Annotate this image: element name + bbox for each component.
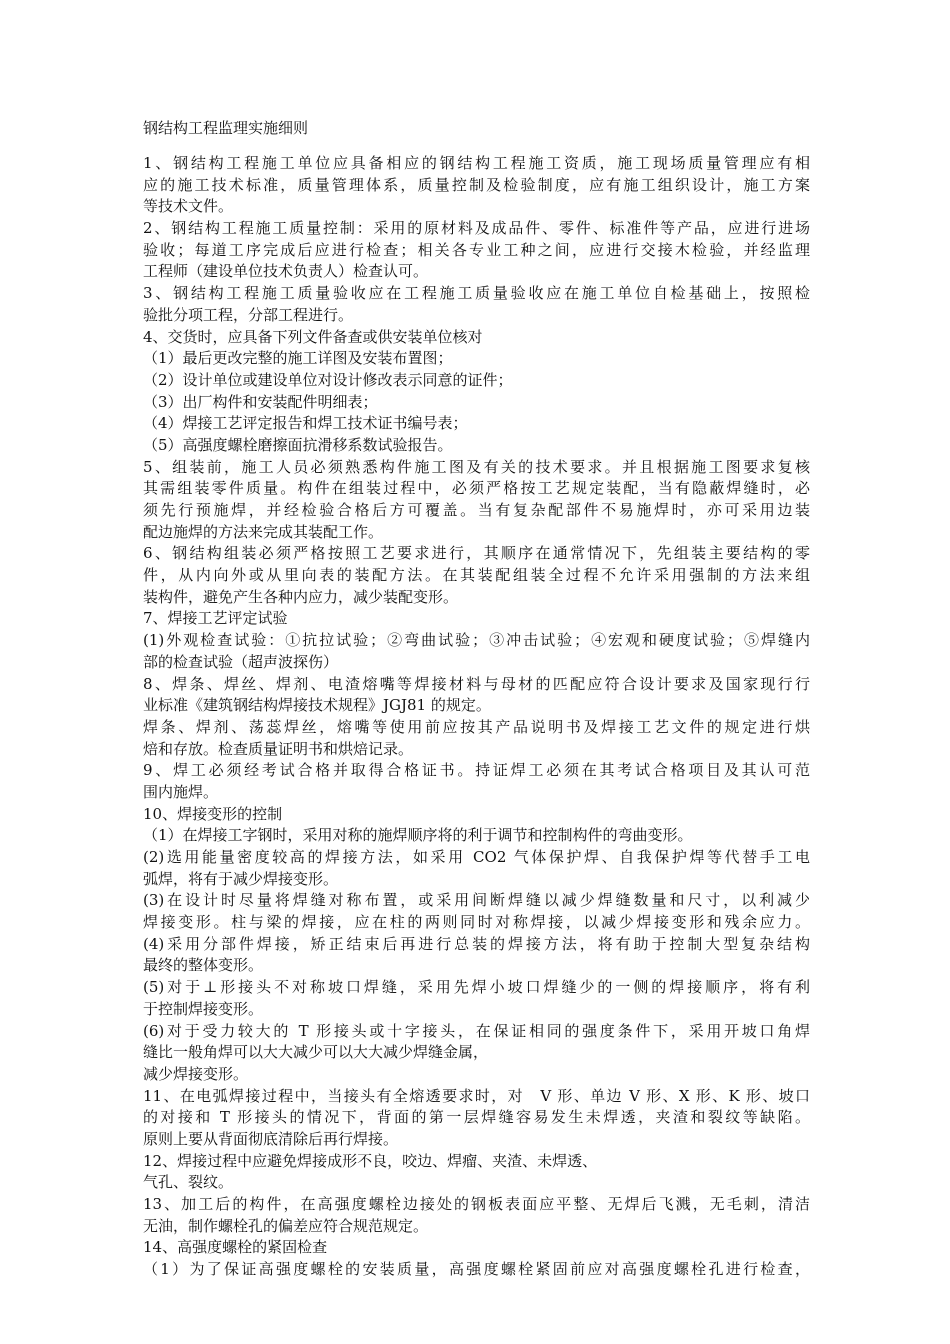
text-line: (6)对于受力较大的 T 形接头或十字接头，在保证相同的强度条件下，采用开坡口角焊: [143, 1021, 810, 1040]
text-line: 12、焊接过程中应避免焊接成形不良，咬边、焊瘤、夹渣、未焊透、: [143, 1151, 598, 1170]
text-line: 11、在电弧焊接过程中，当接头有全熔透要求时，对 V 形、单边 V 形、X 形、K 形、坡口: [143, 1086, 810, 1105]
text-line: 8、焊条、焊丝、焊剂、电渣熔嘴等焊接材料与母材的匹配应符合设计要求及国家现行行: [143, 674, 810, 693]
text-line: 原则上要从背面彻底清除后再行焊接。: [143, 1129, 399, 1148]
document-title: 钢结构工程监理实施细则: [143, 119, 309, 137]
text-line: 焙和存放。检查质量证明书和烘焙记录。: [143, 739, 414, 758]
text-line: 焊条、焊剂、荡蕊焊丝，熔嘴等使用前应按其产品说明书及焊接工艺文件的规定进行烘: [143, 717, 810, 736]
text-line: 5、组装前，施工人员必须熟悉构件施工图及有关的技术要求。并且根据施工图要求复核: [143, 457, 810, 476]
text-line: （3）出厂构件和安装配件明细表；: [143, 392, 378, 411]
text-line: 部的检查试验（超声波探伤）: [143, 652, 339, 671]
text-line: (3)在设计时尽量将焊缝对称布置，或采用间断焊缝以减少焊缝数量和尺寸，以利减少: [143, 891, 810, 910]
text-line: (2)选用能量密度较高的焊接方法，如采用 CO2 气体保护焊、自我保护焊等代替手工电: [143, 848, 810, 866]
text-line: (4)采用分部件焊接，矫正结束后再进行总装的焊接方法，将有助于控制大型复杂结构: [143, 934, 810, 953]
document-body: [143, 153, 810, 1281]
text-line: 其需组装零件质量。构件在组装过程中，必须严格按工艺规定装配，当有隐蔽焊缝时，必: [143, 479, 810, 498]
text-line: （1）最后更改完整的施工详图及安装布置图；: [143, 349, 453, 368]
text-line: 验收；每道工序完成后应进行检查；相关各专业工种之间，应进行交接木检验，并经监理: [143, 240, 810, 259]
text-line: 的对接和 T 形接头的情况下，背面的第一层焊缝容易发生未焊透，夹渣和裂纹等缺陷。: [143, 1108, 810, 1127]
text-line: （4）焊接工艺评定报告和焊工技术证书编号表；: [143, 414, 468, 433]
text-line: 装构件，避免产生各种内应力，减少装配变形。: [143, 587, 459, 606]
text-line: (1)外观检查试验：①抗拉试验；②弯曲试验；③冲击试验；④宏观和硬度试验；⑤焊缝内: [143, 631, 810, 650]
text-line: 工程师（建设单位技术负责人）检查认可。: [143, 262, 429, 281]
text-line: 减少焊接变形。: [143, 1064, 249, 1083]
text-line: 应的施工技术标准，质量管理体系，质量控制及检验制度，应有施工组织设计，施工方案: [143, 175, 810, 194]
text-line: 3、钢结构工程施工质量验收应在工程施工质量验收应在施工单位自检基础上，按照检: [143, 284, 810, 303]
text-line: 2、钢结构工程施工质量控制：采用的原材料及成品件、零件、标准件等产品，应进行进场: [143, 219, 810, 238]
text-line: （1）在焊接工字钢时，采用对称的施焊顺序将的利于调节和控制构件的弯曲变形。: [143, 826, 693, 845]
text-line: 13、加工后的构件，在高强度螺栓边接处的钢板表面应平整、无焊后飞溅，无毛刺，清洁: [143, 1195, 810, 1213]
text-line: 业标准《建筑钢结构焊接技术规程》JGJ81 的规定。: [143, 696, 491, 715]
text-line: 无油，制作螺栓孔的偏差应符合规范规定。: [143, 1216, 429, 1235]
text-line: 于控制焊接变形。: [143, 999, 264, 1018]
text-line: （2）设计单位或建设单位对设计修改表示同意的证件；: [143, 370, 513, 389]
text-line: 气孔、裂纹。: [143, 1173, 234, 1192]
text-line: （1）为了保证高强度螺栓的安装质量，高强度螺栓紧固前应对高强度螺栓孔进行检查，: [143, 1260, 810, 1279]
text-line: 配边施焊的方法来完成其装配工作。: [143, 522, 384, 541]
text-line: 弧焊，将有于减少焊接变形。: [143, 869, 339, 888]
text-line: 9、焊工必须经考试合格并取得合格证书。持证焊工必须在其考试合格项目及其认可范: [143, 761, 810, 780]
text-line: 7、焊接工艺评定试验: [143, 609, 288, 628]
text-line: 围内施焊。: [143, 782, 219, 801]
text-line: 须先行预施焊，并经检验合格后方可覆盖。当有复杂配部件不易施焊时，亦可采用边装: [143, 501, 810, 519]
text-line: 等技术文件。: [143, 197, 234, 216]
text-line: 1、钢结构工程施工单位应具备相应的钢结构工程施工资质，施工现场质量管理应有相: [143, 154, 810, 172]
text-line: 最终的整体变形。: [143, 956, 264, 975]
text-line: 10、焊接变形的控制: [143, 804, 283, 823]
text-line: 14、高强度螺栓的紧固检查: [143, 1238, 328, 1257]
text-line: (5)对于⊥形接头不对称坡口焊缝，采用先焊小坡口焊缝少的一侧的焊接顺序，将有利: [143, 978, 810, 997]
text-line: 验批分项工程，分部工程进行。: [143, 305, 354, 324]
text-line: 4、交货时，应具备下列文件备查或供安装单位核对: [143, 327, 483, 346]
text-line: 缝比一般角焊可以大大减少可以大大减少焊缝金属，: [143, 1043, 489, 1062]
text-line: 件，从内向外或从里向表的装配方法。在其装配组装全过程不允许采用强制的方法来组: [143, 566, 810, 585]
text-line: （5）高强度螺栓磨擦面抗滑移系数试验报告。: [143, 435, 453, 454]
text-line: 焊接变形。柱与梁的焊接，应在柱的两则同时对称焊接，以减少焊接变形和残余应力。: [143, 913, 810, 932]
text-line: 6、钢结构组装必须严格按照工艺要求进行，其顺序在通常情况下，先组装主要结构的零: [143, 544, 810, 563]
